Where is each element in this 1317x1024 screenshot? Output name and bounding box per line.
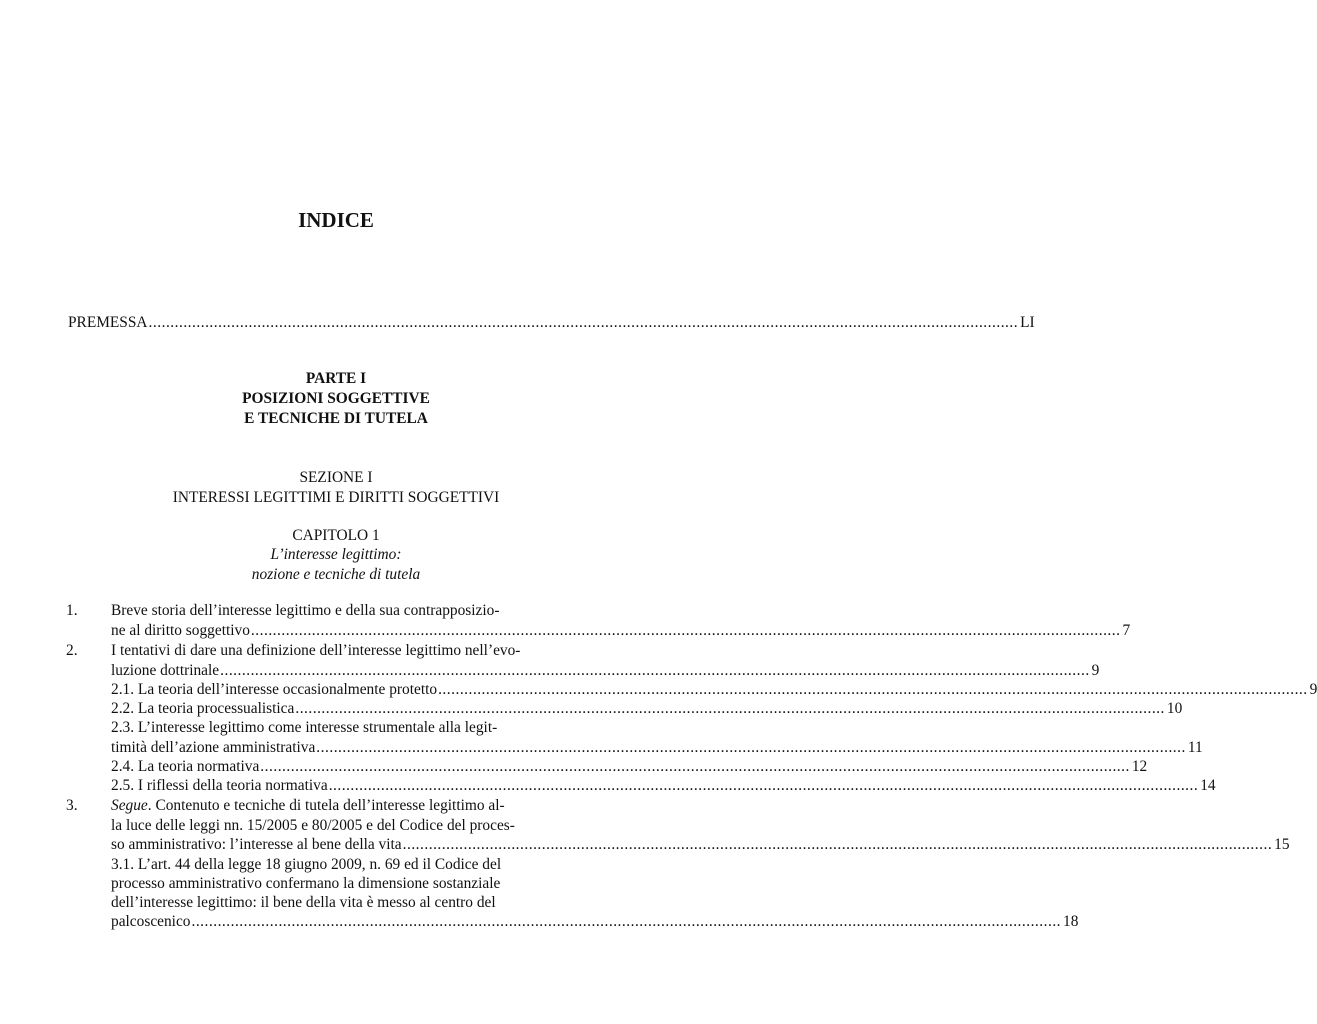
part-number: PARTE I	[305, 370, 367, 387]
toc-entry-final-line	[111, 912, 1079, 932]
toc-page-number: 11	[1187, 739, 1203, 756]
toc-subentry	[111, 699, 1183, 719]
toc-subentry	[111, 680, 1317, 700]
toc-entry-final-line	[111, 835, 1290, 855]
toc-page-number: 9	[1091, 662, 1100, 679]
chapter-title-line-1: L’interesse legittimo:	[270, 546, 402, 563]
toc-page-number: 15	[1274, 836, 1290, 853]
toc-page-number: 18	[1063, 913, 1079, 930]
chapter-number: CAPITOLO 1	[292, 527, 380, 544]
dot-leader: ........................................................................................................................................................................................................	[295, 700, 1165, 717]
toc-page-number: 7	[1122, 622, 1131, 639]
page-title: INDICE	[298, 208, 374, 232]
toc-entry-text: dell’interesse legittimo: il bene della vita è messo al centro del	[111, 894, 496, 911]
toc-entry-text: luzione dottrinale	[111, 662, 220, 679]
dot-leader: ........................................................................................................................................................................................................	[250, 622, 1121, 639]
toc-entry-text: ne al diritto soggettivo	[111, 622, 250, 639]
toc-page-number: LI	[1020, 314, 1035, 331]
chapter-title-line-2: nozione e tecniche di tutela	[251, 566, 421, 583]
toc-entry-text: 2.5. I riflessi della teoria normativa	[111, 777, 328, 794]
toc-entry-text: so amministrativo: l’interesse al bene della vita	[111, 836, 402, 853]
dot-leader: ........................................................................................................................................................................................................	[402, 836, 1273, 853]
toc-entry-text: la luce delle leggi nn. 15/2005 e 80/2005 e del Codice del proces-	[111, 817, 515, 834]
toc-entry-text: . Contenuto e tecniche di tutela dell’interesse legittimo al-	[147, 797, 505, 814]
toc-entry-text: 2.2. La teoria processualistica	[111, 700, 295, 717]
toc-entry-text: processo amministrativo confermano la dimensione sostanziale	[111, 875, 501, 892]
toc-entry-text: 3.1. L’art. 44 della legge 18 giugno 2009, n. 69 ed il Codice del	[111, 856, 502, 873]
toc-entry-final-line	[111, 738, 1203, 758]
toc-subentry	[111, 776, 1216, 796]
toc-entry-label: PREMESSA	[68, 314, 148, 331]
dot-leader: ........................................................................................................................................................................................................	[148, 314, 1019, 331]
section-number: SEZIONE I	[299, 469, 373, 486]
toc-entry-text: timità dell’azione amministrativa	[111, 739, 316, 756]
dot-leader: ........................................................................................................................................................................................................	[191, 913, 1062, 930]
section-title: INTERESSI LEGITTIMI E DIRITTI SOGGETTIVI	[172, 489, 500, 506]
toc-entry-text: palcoscenico	[111, 913, 191, 930]
toc-entry-final-line	[111, 661, 1100, 681]
toc-page-number: 14	[1200, 777, 1216, 794]
toc-entry-premessa	[68, 313, 1035, 333]
dot-leader: ........................................................................................................................................................................................................	[316, 739, 1186, 756]
toc-entry-text: 2.4. La teoria normativa	[111, 758, 260, 775]
toc-entry-text: I tentativi di dare una definizione dell’interesse legittimo nell’evo-	[111, 642, 521, 659]
toc-entry-number: 3.	[66, 797, 78, 814]
part-title-line-2: E TECNICHE DI TUTELA	[244, 410, 428, 427]
segue-label: Segue	[111, 797, 148, 814]
dot-leader: ........................................................................................................................................................................................................	[260, 758, 1130, 775]
toc-entry-number: 1.	[66, 602, 78, 619]
dot-leader: ........................................................................................................................................................................................................	[328, 777, 1199, 794]
dot-leader: ........................................................................................................................................................................................................	[438, 681, 1308, 698]
toc-entry-text: 2.3. L’interesse legittimo come interesse strumentale alla legit-	[111, 719, 498, 736]
toc-entry-first-line	[111, 796, 607, 816]
toc-subentry	[111, 757, 1148, 777]
toc-entry-text: 2.1. La teoria dell’interesse occasionalmente protetto	[111, 681, 438, 698]
dot-leader: ........................................................................................................................................................................................................	[220, 662, 1090, 679]
toc-page-number: 9	[1309, 681, 1317, 698]
toc-page-number: 10	[1166, 700, 1183, 717]
toc-page-number: 12	[1131, 758, 1148, 775]
toc-entry-text: Breve storia dell’interesse legittimo e della sua contrapposizio-	[111, 602, 500, 619]
toc-entry-final-line	[111, 621, 1131, 641]
toc-entry-number: 2.	[66, 642, 78, 659]
part-title-line-1: POSIZIONI SOGGETTIVE	[242, 390, 430, 407]
